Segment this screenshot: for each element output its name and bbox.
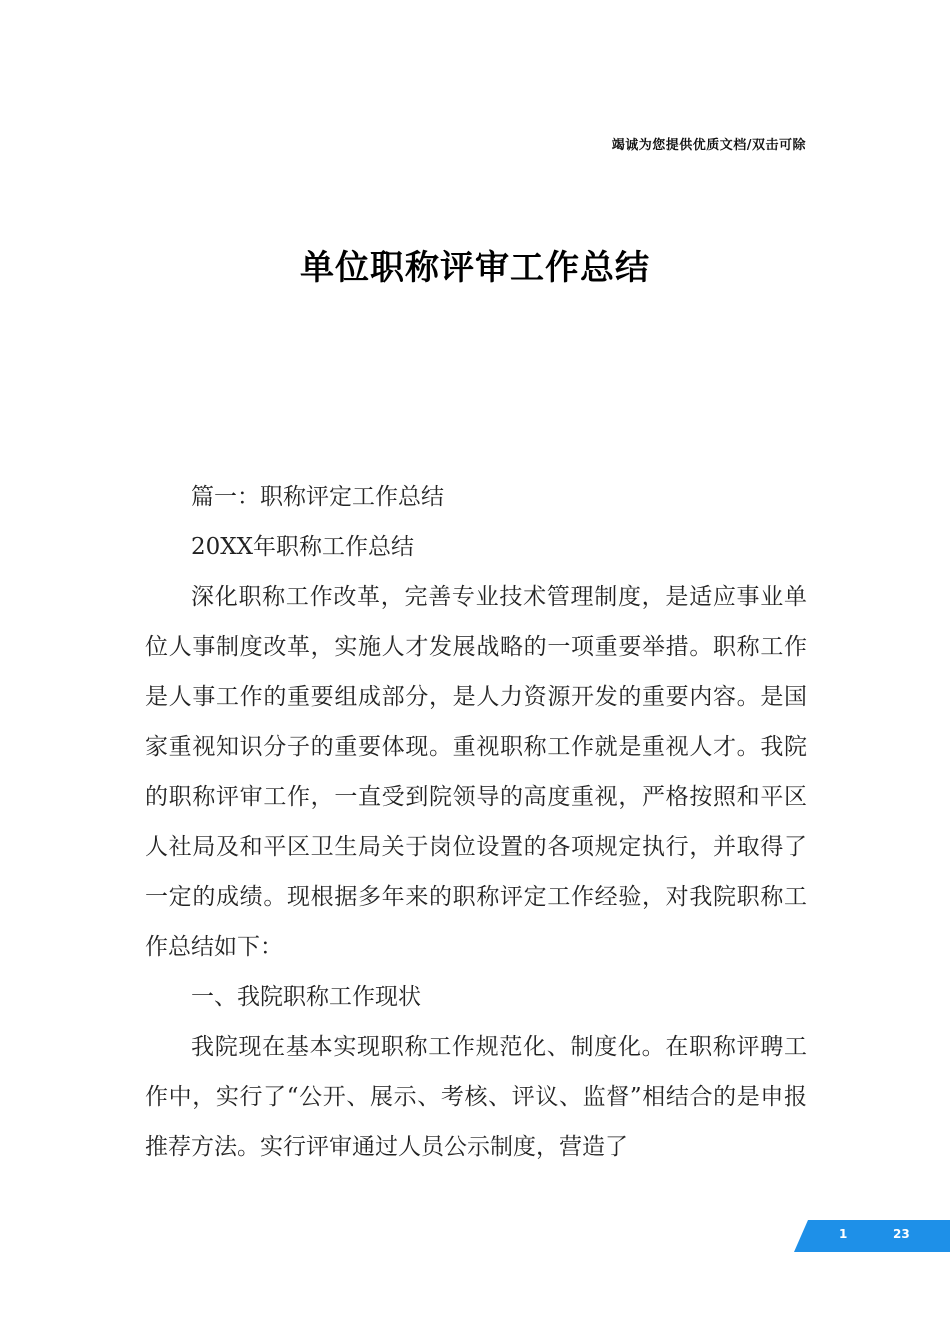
body-paragraph: 我院现在基本实现职称工作规范化、制度化。在职称评聘工作中，实行了“公开、展示、考核、评议、监督”相结合的是申报推荐方法。实行评审通过人员公示制度，营造了 <box>145 1034 807 1160</box>
page-current: 1 <box>839 1227 848 1241</box>
document-title: 单位职称评审工作总结 <box>300 248 650 288</box>
page-total: 23 <box>893 1227 910 1241</box>
body-paragraph: 20XX年职称工作总结 <box>191 534 415 560</box>
page-badge-shape <box>794 1220 950 1252</box>
body-paragraph: 深化职称工作改革，完善专业技术管理制度，是适应事业单位人事制度改革，实施人才发展战略的一项重要举措。职称工作是人事工作的重要组成部分，是人力资源开发的重要内容。是国家重视知识分子的重要体现。重视职称工作就是重视人才。我院的职称评审工作，一直受到院领导的高度重视，严格按照和平区人社局及和平区卫生局关于岗位设置的各项规定执行，并取得了一定的成绩。现根据多年来的职称评定工作经验，对我院职称工作总结如下： <box>145 584 807 960</box>
body-paragraph: 一、我院职称工作现状 <box>191 984 421 1010</box>
document-body <box>145 472 807 1172</box>
page-number-badge <box>794 1220 950 1252</box>
body-paragraph: 篇一：职称评定工作总结 <box>191 484 444 510</box>
header-note: 竭诚为您提供优质文档/双击可除 <box>611 138 806 153</box>
